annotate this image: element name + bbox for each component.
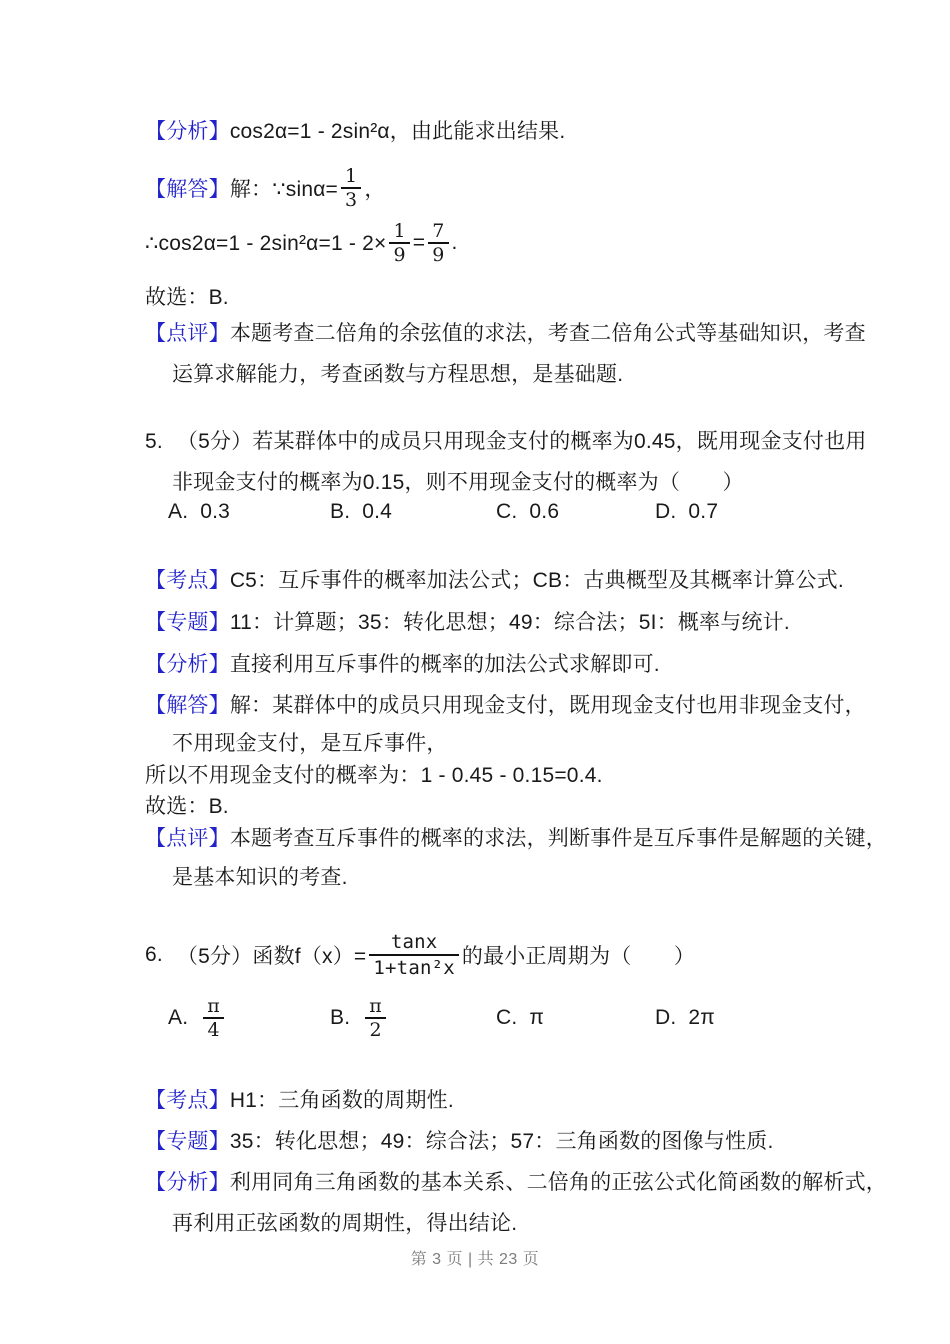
jieda-text-1: 解：某群体中的成员只用现金支付，既用现金支付也用非现金支付， — [229, 694, 866, 717]
kaodian-text: C5：互斥事件的概率加法公式；CB：古典概型及其概率计算公式. — [229, 569, 844, 592]
zhuanti-text: 35：转化思想；49：综合法；57：三角函数的图像与性质. — [229, 1130, 774, 1153]
zhuanti-text: 11：计算题；35：转化思想；49：综合法；5I：概率与统计. — [229, 611, 790, 634]
page-footer — [0, 1246, 950, 1269]
answer-tail-text: ， — [364, 178, 386, 201]
q5-fenxi-line — [145, 650, 660, 680]
footer-total-pages: 共 23 页 — [477, 1251, 540, 1268]
dianping-label: 【点评】 — [145, 827, 230, 850]
fraction-one-third — [341, 165, 361, 211]
dianping-text-1: 本题考查互斥事件的概率的求法，判断事件是互斥事件是解题的关键， — [229, 827, 888, 850]
fraction-numerator: tanx — [390, 931, 438, 953]
fraction-denominator: 3 — [341, 187, 361, 211]
fraction-denominator: 2 — [365, 1017, 385, 1041]
option-letter: C. — [496, 500, 518, 523]
fraction-tanx-over-1-plus-tan2x — [369, 930, 458, 980]
fenxi-label: 【分析】 — [145, 1171, 230, 1194]
zhuanti-label: 【专题】 — [145, 611, 230, 634]
fraction-pi-over-2 — [365, 995, 386, 1041]
jieda-label: 【解答】 — [145, 694, 230, 717]
analysis-text: cos2α=1 - 2sin²α，由此能求出结果. — [229, 120, 566, 143]
q5-option-c — [496, 497, 559, 527]
q6-stem-pre-text: （5分）函数f（x）= — [176, 945, 367, 968]
q6-option-a — [168, 993, 227, 1043]
option-letter: C. — [496, 1006, 518, 1029]
option-value: 2π — [688, 1006, 715, 1029]
footer-separator: | — [467, 1251, 473, 1268]
fraction-pi-over-4 — [203, 995, 224, 1041]
q6-fenxi-line-2: 再利用正弦函数的周期性，得出结论. — [172, 1212, 518, 1235]
fraction-denominator: 9 — [389, 242, 409, 266]
q5-jieda-line-1 — [145, 691, 866, 721]
answer-label: 【解答】 — [145, 178, 230, 201]
fraction-numerator: 7 — [432, 220, 445, 242]
question-number: 5. — [145, 430, 163, 453]
fenxi-label: 【分析】 — [145, 653, 230, 676]
footer-page-number: 第 3 页 — [410, 1251, 464, 1268]
q5-stem-line-2: 非现金支付的概率为0.15，则不用现金支付的概率为（ ） — [172, 471, 744, 494]
fenxi-text: 直接利用互斥事件的概率的加法公式求解即可. — [229, 653, 660, 676]
p4-choice-line: 故选：B. — [145, 286, 229, 309]
fraction-denominator: 9 — [428, 242, 448, 266]
q6-kaodian-line — [145, 1086, 454, 1116]
q5-stem-text-1: （5分）若某群体中的成员只用现金支付的概率为0.45，既用现金支付也用 — [176, 430, 867, 453]
option-value: 0.4 — [362, 500, 393, 523]
q5-choice-line: 故选：B. — [145, 795, 229, 818]
q5-stem-line-1 — [145, 427, 866, 457]
fraction-numerator: π — [207, 995, 220, 1017]
comment-text-1: 本题考查二倍角的余弦值的求法，考查二倍角公式等基础知识，考查 — [229, 322, 866, 345]
fraction-denominator: 1+tan²x — [369, 954, 458, 980]
option-letter: D. — [655, 1006, 677, 1029]
q5-jieda-line-3: 所以不用现金支付的概率为：1 - 0.45 - 0.15=0.4. — [145, 764, 603, 787]
fraction-one-ninth — [389, 220, 409, 266]
option-value: 0.6 — [529, 500, 560, 523]
q6-option-c — [496, 993, 544, 1043]
option-value: 0.7 — [688, 500, 719, 523]
q5-jieda-line-2: 不用现金支付，是互斥事件， — [172, 732, 448, 755]
p4-analysis-line — [145, 117, 565, 147]
p4-comment-line-1 — [145, 319, 866, 349]
q5-option-b — [330, 497, 392, 527]
question-number: 6. — [145, 943, 163, 966]
comment-label: 【点评】 — [145, 322, 230, 345]
q6-option-b — [330, 993, 389, 1043]
q5-dianping-line-2: 是基本知识的考查. — [172, 866, 348, 889]
q5-zhuanti-line — [145, 608, 790, 638]
equals-sign: = — [412, 231, 426, 254]
p4-answer-line — [145, 162, 386, 214]
q5-kaodian-line — [145, 566, 844, 596]
step-tail-text: . — [451, 231, 458, 254]
q6-fenxi-line-1 — [145, 1168, 887, 1198]
q6-zhuanti-line — [145, 1127, 774, 1157]
q5-dianping-line-1 — [145, 824, 887, 854]
kaodian-label: 【考点】 — [145, 1089, 230, 1112]
fraction-numerator: 1 — [345, 165, 358, 187]
option-letter: A. — [168, 1006, 189, 1029]
q6-stem-post-text: 的最小正周期为（ ） — [461, 945, 696, 968]
q6-option-d — [655, 993, 715, 1043]
option-letter: A. — [168, 500, 189, 523]
q5-option-d — [655, 497, 718, 527]
fraction-numerator: π — [369, 995, 382, 1017]
q6-stem-line — [145, 926, 695, 984]
fraction-numerator: 1 — [393, 220, 406, 242]
analysis-label: 【分析】 — [145, 120, 230, 143]
kaodian-label: 【考点】 — [145, 569, 230, 592]
answer-pre-text: 解：∵sinα= — [229, 178, 339, 201]
option-value: π — [529, 1006, 545, 1029]
kaodian-text: H1：三角函数的周期性. — [229, 1089, 454, 1112]
fraction-denominator: 4 — [203, 1017, 223, 1041]
fenxi-text-1: 利用同角三角函数的基本关系、二倍角的正弦公式化简函数的解析式， — [229, 1171, 888, 1194]
p4-step-line — [145, 217, 458, 269]
option-letter: D. — [655, 500, 677, 523]
option-letter: B. — [330, 500, 351, 523]
p4-comment-line-2: 运算求解能力，考查函数与方程思想，是基础题. — [172, 363, 624, 386]
fraction-seven-ninths — [428, 220, 448, 266]
zhuanti-label: 【专题】 — [145, 1130, 230, 1153]
step-pre-text: ∴cos2α=1 - 2sin²α=1 - 2× — [145, 231, 387, 255]
option-letter: B. — [330, 1006, 351, 1029]
q5-option-a — [168, 497, 230, 527]
option-value: 0.3 — [200, 500, 231, 523]
